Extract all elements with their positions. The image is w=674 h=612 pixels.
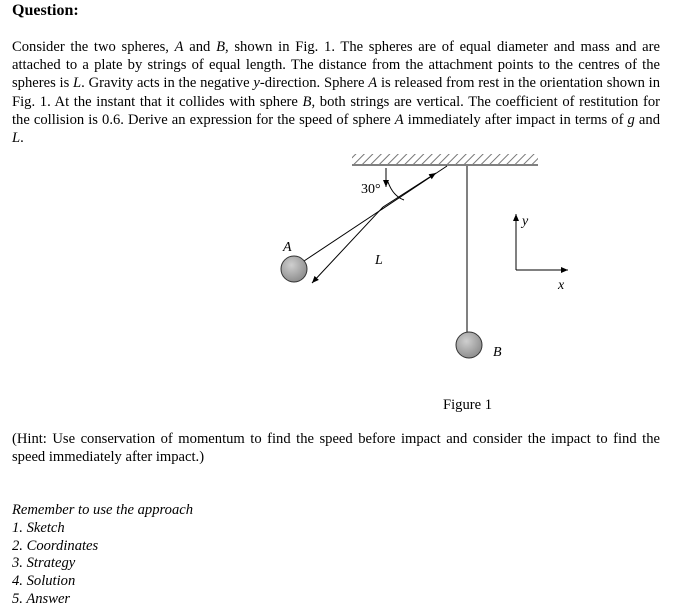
- approach-step: 5. Answer: [12, 590, 71, 607]
- approach-step: 2. Coordinates: [12, 537, 99, 554]
- length-label: L: [375, 253, 383, 268]
- angle-arc: [388, 182, 404, 200]
- sphere-b-label: B: [493, 345, 502, 360]
- x-axis-label: x: [558, 278, 565, 293]
- length-dimension-arrow: [312, 207, 383, 283]
- y-axis-label: y: [522, 214, 529, 229]
- sphere-a: [281, 256, 307, 282]
- approach-step: 3. Strategy: [12, 555, 76, 572]
- angle-label: 30°: [361, 182, 381, 197]
- sphere-a-label: A: [283, 240, 292, 255]
- question-heading: Question:: [12, 2, 79, 19]
- support-plate: [352, 154, 538, 164]
- approach-step: 4. Solution: [12, 573, 76, 590]
- question-text: Consider the two spheres, A and B, shown in Fig. 1. The spheres are of equal diameter and mass and are attached to a plate by strings of equal length. The distance from the attachment points to the centres of the spheres is L. Gravity acts in the negative y-direction. Sphere A is released from rest in the orientation shown in Fig. 1. At the instant that it collides with sphere B, both strings are vertical. The coefficient of restitution for the collision is 0.6. Derive an expression for the speed of sphere A immediately after impact in terms of g and L.: [12, 39, 660, 147]
- figure-caption: Figure 1: [443, 397, 493, 413]
- approach-list: [12, 502, 193, 609]
- approach-step: 1. Sketch: [12, 519, 65, 536]
- approach-title: Remember to use the approach: [12, 502, 194, 518]
- length-dimension-arrow-head: [383, 173, 436, 207]
- sphere-b: [456, 332, 482, 358]
- hint-text: (Hint: Use conservation of momentum to find the speed before impact and consider the impact to find the speed immediately after impact.): [12, 431, 660, 466]
